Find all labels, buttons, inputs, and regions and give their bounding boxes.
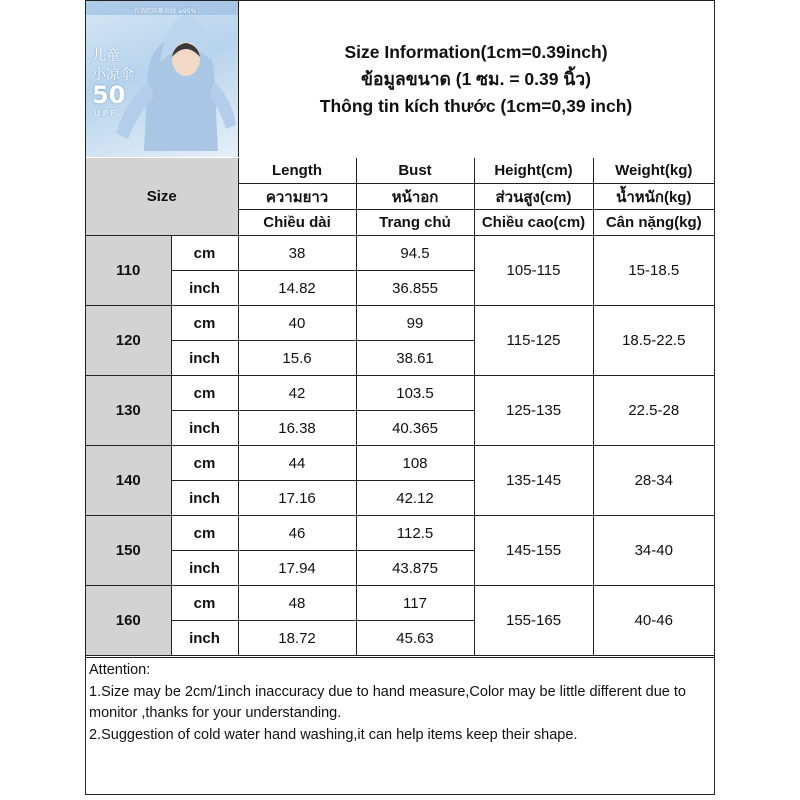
bust-cm: 103.5 bbox=[356, 376, 474, 411]
bust-inch: 42.12 bbox=[356, 481, 474, 516]
height-range: 135-145 bbox=[474, 446, 593, 516]
image-text-line2: 小凉伞 bbox=[92, 67, 134, 83]
header bbox=[86, 1, 714, 159]
size-value: 150 bbox=[86, 516, 171, 586]
bust-cm: 117 bbox=[356, 586, 474, 621]
attention-note-2: 2.Suggestion of cold water hand washing,it can help items keep their shape. bbox=[89, 726, 578, 743]
length-cm: 46 bbox=[238, 516, 356, 551]
bust-inch: 36.855 bbox=[356, 271, 474, 306]
title-thai: ข้อมูลขนาด (1 ซม. = 0.39 นิ้ว) bbox=[361, 68, 591, 89]
bust-inch: 38.61 bbox=[356, 341, 474, 376]
unit-inch: inch bbox=[171, 341, 238, 376]
title-vietnamese: Thông tin kích thước (1cm=0,39 inch) bbox=[319, 95, 633, 116]
title-block bbox=[238, 1, 714, 157]
unit-inch: inch bbox=[171, 481, 238, 516]
weight-range: 15-18.5 bbox=[593, 236, 714, 306]
bust-cm: 112.5 bbox=[356, 516, 474, 551]
weight-range: 22.5-28 bbox=[593, 376, 714, 446]
length-inch: 16.38 bbox=[238, 411, 356, 446]
bust-inch: 43.875 bbox=[356, 551, 474, 586]
height-range: 125-135 bbox=[474, 376, 593, 446]
col-header-length-en: Length bbox=[238, 158, 356, 184]
weight-range: 28-34 bbox=[593, 446, 714, 516]
attention-note-1: 1.Size may be 2cm/1inch inaccuracy due to hand measure,Color may be little different due to monitor ,thanks for your understanding. bbox=[89, 683, 686, 721]
size-value: 130 bbox=[86, 376, 171, 446]
col-header-bust-en: Bust bbox=[356, 158, 474, 184]
unit-inch: inch bbox=[171, 621, 238, 656]
image-tag-text: 有效阻隔紫外线 ≥95% bbox=[134, 8, 197, 15]
bust-inch: 40.365 bbox=[356, 411, 474, 446]
col-header-length-th: ความยาว bbox=[238, 184, 356, 210]
length-inch: 15.6 bbox=[238, 341, 356, 376]
size-header: Size bbox=[86, 158, 238, 236]
height-range: 105-115 bbox=[474, 236, 593, 306]
unit-cm: cm bbox=[171, 446, 238, 481]
attention-notes bbox=[86, 657, 714, 748]
size-table bbox=[86, 158, 714, 656]
size-value: 110 bbox=[86, 236, 171, 306]
bust-cm: 108 bbox=[356, 446, 474, 481]
col-header-weight-th: น้ำหนัก(kg) bbox=[593, 184, 714, 210]
col-header-weight-vi: Cân nặng(kg) bbox=[593, 210, 714, 236]
table-row bbox=[86, 586, 714, 621]
length-cm: 44 bbox=[238, 446, 356, 481]
length-cm: 38 bbox=[238, 236, 356, 271]
height-range: 145-155 bbox=[474, 516, 593, 586]
weight-range: 34-40 bbox=[593, 516, 714, 586]
size-value: 140 bbox=[86, 446, 171, 516]
size-chart bbox=[85, 0, 715, 795]
unit-cm: cm bbox=[171, 516, 238, 551]
col-header-length-vi: Chiều dài bbox=[238, 210, 356, 236]
table-row bbox=[86, 306, 714, 341]
unit-inch: inch bbox=[171, 271, 238, 306]
height-range: 155-165 bbox=[474, 586, 593, 656]
col-header-bust-vi: Trang chủ bbox=[356, 210, 474, 236]
product-thumbnail bbox=[86, 1, 239, 157]
length-inch: 18.72 bbox=[238, 621, 356, 656]
size-value: 120 bbox=[86, 306, 171, 376]
table-row bbox=[86, 446, 714, 481]
table-row bbox=[86, 236, 714, 271]
unit-cm: cm bbox=[171, 376, 238, 411]
bust-cm: 94.5 bbox=[356, 236, 474, 271]
image-text-upf: UPF bbox=[94, 109, 119, 118]
size-value: 160 bbox=[86, 586, 171, 656]
title-english: Size Information(1cm=0.39inch) bbox=[344, 41, 608, 62]
image-text-number: 50 bbox=[92, 81, 126, 109]
unit-cm: cm bbox=[171, 586, 238, 621]
col-header-height-th: ส่วนสูง(cm) bbox=[474, 184, 593, 210]
unit-cm: cm bbox=[171, 236, 238, 271]
bust-inch: 45.63 bbox=[356, 621, 474, 656]
length-cm: 42 bbox=[238, 376, 356, 411]
unit-inch: inch bbox=[171, 551, 238, 586]
weight-range: 18.5-22.5 bbox=[593, 306, 714, 376]
length-cm: 48 bbox=[238, 586, 356, 621]
col-header-weight-en: Weight(kg) bbox=[593, 158, 714, 184]
height-range: 115-125 bbox=[474, 306, 593, 376]
unit-inch: inch bbox=[171, 411, 238, 446]
length-inch: 17.94 bbox=[238, 551, 356, 586]
bust-cm: 99 bbox=[356, 306, 474, 341]
length-cm: 40 bbox=[238, 306, 356, 341]
image-text-line1: 儿童 bbox=[92, 48, 120, 64]
weight-range: 40-46 bbox=[593, 586, 714, 656]
col-header-height-vi: Chiều cao(cm) bbox=[474, 210, 593, 236]
length-inch: 14.82 bbox=[238, 271, 356, 306]
col-header-bust-th: หน้าอก bbox=[356, 184, 474, 210]
length-inch: 17.16 bbox=[238, 481, 356, 516]
attention-title: Attention: bbox=[89, 662, 151, 678]
col-header-height-en: Height(cm) bbox=[474, 158, 593, 184]
unit-cm: cm bbox=[171, 306, 238, 341]
table-row bbox=[86, 516, 714, 551]
table-row bbox=[86, 376, 714, 411]
